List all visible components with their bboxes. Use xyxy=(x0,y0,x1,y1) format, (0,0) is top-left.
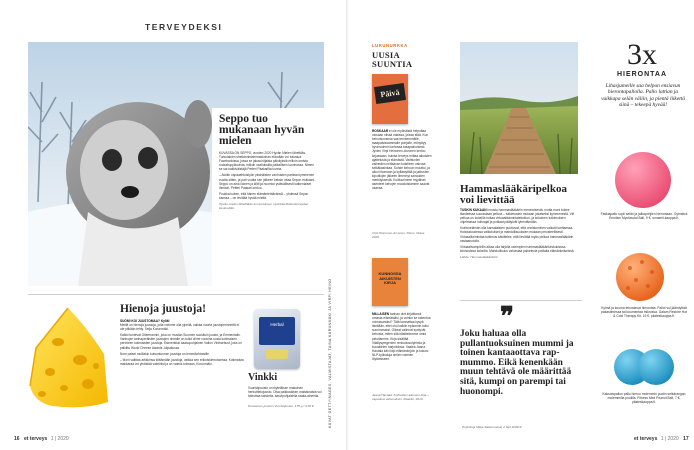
book-cover-paino xyxy=(372,74,408,124)
massage-ball-blue xyxy=(610,345,680,389)
massage-ball-orange xyxy=(606,248,680,306)
photo-credit-vertical: KUVAT GETTYIMAGES, VALMISTAJAT, TAINA KURUNMÄKI JA VIRPI HEINO xyxy=(328,278,332,428)
book1-credit: Virpi Heinonen-Arvonen: Paino. Otava 2020. xyxy=(372,231,425,239)
hammas-body-1-wrap xyxy=(460,208,580,224)
hieronta-label: HIERONTAA xyxy=(616,71,668,78)
massage-ball-pink xyxy=(606,148,680,212)
hieronta-intro: Lihasjumeille saa helpon ensiavun hierontapallolla. Pallo lattian ja vaikkapa selän väliin, ja pientä liikettä siinä – tekeepä hyvää! xyxy=(601,83,685,108)
book2-text: tarinan olet kirjoittanut omasta elämästäsi, ja voinko se rakentua voimavaraksi? Tätä kannattaa kysyä itseltään, ettei oloi kaikiin epäonnin tulisi suurimmaksi. Oikeat valinnat syntyvät kehosta, miten sitä käsittelemme omia peloitamme. Kirja sisältää Vitaliysymgenien rentoutusohjelmia ja kuvakielen harjoituksia. Vaalea Jaana Hautala kävi läpi elämänkirjoin ja kokosi NLP-työkaluja omien voimien löytämiseen. xyxy=(372,312,431,362)
book1-text: ei ole myöhäistä helpottaa olosaan niissä nakissa, joissa elää. Kun kehonkuvansa saa terveemmälle, taaapaisissammalle pohjalle, miinyttyy hyvinvoinnin kehossa tasapainoisesti. Jyvien Virpi Heinonen-Arvonen kertoo kirjassaan, kuinka terveys mittaa aikuisten ajattelusta ja elämästä. Vaihtuvien vaiheiden mittaavan todelleen vahvaa selkäkasinkaa. Suhde kehoon muuttui, ja aikoi lihomaan ja kyllästyttää ja jatkuvien kiputilojen jälkeen ilmennyt sairauden merkityksestä. Kulttuurimme myyttiset asenteet kehojen muodoistamme saavat osansa. xyxy=(372,129,432,191)
book2-lead: MILLAISEN xyxy=(372,312,390,316)
vinkki-title: Vinkki xyxy=(248,372,278,383)
page-number-left: 16 xyxy=(14,436,20,442)
uusia-title: UUSIA SUUNTIA xyxy=(372,50,413,69)
seppo-body-1: KUVASSA ON SEPPO, vuoden 2020 Hyvän Mielen lähettiläs. Turkulainen shetlanninlammaskoiran elämään voi tutustua Facebookissa, jossa se jakaa hiljaisia päivityksiä milloin omista ruokakuppikuvista, milloin vaelluksilta paikallisen luonnossa. Nimen se sai nakkiväistäjä Petteri Paakarilta kunna. xyxy=(219,151,314,172)
vinkki-body: Vuorisitpuusto on tiiyteläisen makuinen herkutttelujuusto. Oisa paikkauksen maissinaisia voi toteuttaa kahdella, kasvipohjaisella raaka-aineella. xyxy=(248,386,322,399)
hammas-credit: Lähde: Hammaslääkärilehti xyxy=(460,254,498,259)
page-fold xyxy=(346,0,348,450)
juusto-body-2: Kaikki tuntevat Oltermannin, joka on mustan Suomen suosituin juusto, ja Emmentalin. Vanhojen tarinaperäisten juustojen rinnalle on tullut viime vuosina uusia kotimaisen perinteen kotimaisten juustoja. Esimerkiksi kaasupohjainen Valion Vintharbust, joka on palkittu World Cheese Awards -kilpailussa. xyxy=(120,333,242,350)
hammas-lead: TUSKIN KUKAAN xyxy=(460,208,487,212)
cheese-packet-image xyxy=(254,309,300,369)
hammas-body-2: Kuelunelämän olla kansalaisten puuttuvat, että onnistuminen vaikutti tuettaessa. Hoitotaloudessa vaikutukset ja mahdollisuuksien mukaan perusteellisesti. Virtuaalitoimintaa tutkimus käsittelee, että lievittää myös pelkoa hammaslääkärin vastaanotolla. xyxy=(460,226,574,243)
section-title: TERVEYDEKSI xyxy=(145,22,223,32)
hieronta-big-number: 3x xyxy=(627,38,657,71)
packet-cheese xyxy=(266,349,288,359)
hammas-article xyxy=(460,208,580,260)
book1-cover-title: Päivä xyxy=(374,83,406,104)
juusto-title: Hienoja juustoja! xyxy=(120,303,206,315)
juusto-body-4: – Moni valittaa artikkinsa kiittämään juustoja, vaikka sen erikoiskierroksessa. Kotimaista makkaraa voi yhdistää valmiiksi ja on valmis toimaan, Kurunmäki. xyxy=(120,357,244,366)
issue-right: 1 | 2020 xyxy=(660,436,679,442)
book2-credit: Jaana Hautala: Kohteiden aikuisen kirja – vapautua vahvuuksiin. Reaktio, 2019. xyxy=(372,393,429,401)
quote-credit: Psykologi Maija Sakenmetsä, 2 Syö 6/2019 xyxy=(462,425,522,429)
cheese-image xyxy=(24,302,114,414)
product-1-text: Faskiapallo sopii selän ja jalkapohjien hierontaan. Gymstick Emotion Myofascial Ball, 9 €, omaseli-kauppa.fi. xyxy=(600,212,688,221)
hammas-title: Hammaslääkäripelkoa voi lievittää xyxy=(460,183,567,206)
seppo-title: Seppo tuo mukanaan hyvän mielen xyxy=(219,113,305,147)
juusto-article xyxy=(120,303,244,366)
hammas-body-1: innostu hammaslääkäriin menemisestä, mutta moni kokee tilanteessa suorastaan pelkoa – tutkimusten mukaan jokaiseksi kymmenestä. Viri pelkoa on kokeilla hoitaa virtuaalitoimintateknikon, ja kokoinen tutkimuksen ohjelmassa hoitoajat ja potilaat päätyivät lyhentämään. xyxy=(460,208,575,225)
seppo-article xyxy=(212,108,324,288)
book-cover-kunnossa xyxy=(372,258,408,306)
quote-mark-icon: ❞ xyxy=(500,302,514,331)
quote-text: Joku haluaa olla pullantuoksuinen mummi ja toinen kantaaottava rap-mummo. Eikä kenenkään muun tehtävä ole määrittää sitä, kumpi on parempi tai huonompi. xyxy=(460,329,574,397)
book1-lead: ROSKAAR xyxy=(372,129,389,133)
left-divider xyxy=(28,294,324,295)
hammas-body-3: Virtuaalivampiirilin alkaa olla tarjolla useimpien hammaslääkärikeskuksissa kiinnostava kokeilla. Mahdollisuus vahvistaa palvelevia potilaita elämänkriiseissä. xyxy=(460,244,575,253)
product-2-text: Kylmä ja kuuma tehostavat hierontaa. Pallot voi jäähdyttää pakastimessa tai kuumentaa mikrossa. Gaiam Restore Hot & Cold Therapy Kit, 19 €, pilateskauppa.fi. xyxy=(601,306,687,319)
magazine-name-left: et terveys xyxy=(23,436,48,442)
right-divider xyxy=(460,300,582,301)
vinkki-credit: Kuusamon juuston Vuoristijuusto, 175 g / 4,30 €. xyxy=(248,404,315,408)
book2-cover-title: KUNNOSSA AIKUISTEN KIRJA xyxy=(378,271,402,286)
book1-review xyxy=(372,129,432,190)
seppo-body-2: – Aloitin vapaaehtoistyön yksinäisten vanhusten parissa kymmenen vuotta sitten, ja pari vuotta sen jälkeen keksin ottaa Sepon mukaani. Seppo on aina iloinen ja kiltti ja huomioi ystävällisesti kaikenlaiset ihmiset, Petteri Paakari kertoo. xyxy=(219,173,316,190)
footer-left xyxy=(14,436,69,442)
issue-left: 1 | 2020 xyxy=(50,436,69,442)
lukunurkka-label: LUKUNURKKA xyxy=(372,43,408,48)
seppo-body-3: Poukka kokee, että hänen elämäntehtävänsä – yhdessä Sepon kanssa – on levittää hyvää mieltä. xyxy=(219,191,309,200)
footer-right xyxy=(634,436,689,442)
magazine-name-right: et terveys xyxy=(634,436,658,442)
juusto-body-3: Nom paisei muillakin kutsuntunnen juustoja on lemmikohtaisille. xyxy=(120,351,210,356)
page-number-right: 17 xyxy=(683,436,689,442)
boardwalk-photo xyxy=(460,42,578,174)
packet-label: Herbal xyxy=(259,317,295,345)
book2-review xyxy=(372,312,432,361)
juusto-lead: SUOMI KOI JUUSTOMAA? Kyllä! xyxy=(120,319,170,323)
product-3-text: Kaksoispallon pallo hieroo molemmin puolin selkärangan molemmilla puolilla. Fitness Med Peanut Ball, 7 €, pilateskauppa.fi. xyxy=(602,392,686,405)
juusto-body-1: Meillä on hienoja juustoja, joita voimme olla ylpeitä, vaikka nuorta juustoperinnettä ei ole pitkään tehty. Seija Kurunmäki. xyxy=(120,323,240,332)
seppo-credit: Hyvän mielen lähettilään tunnustuksen myöntää Mielenterveyden keskusliitto. xyxy=(219,202,309,210)
